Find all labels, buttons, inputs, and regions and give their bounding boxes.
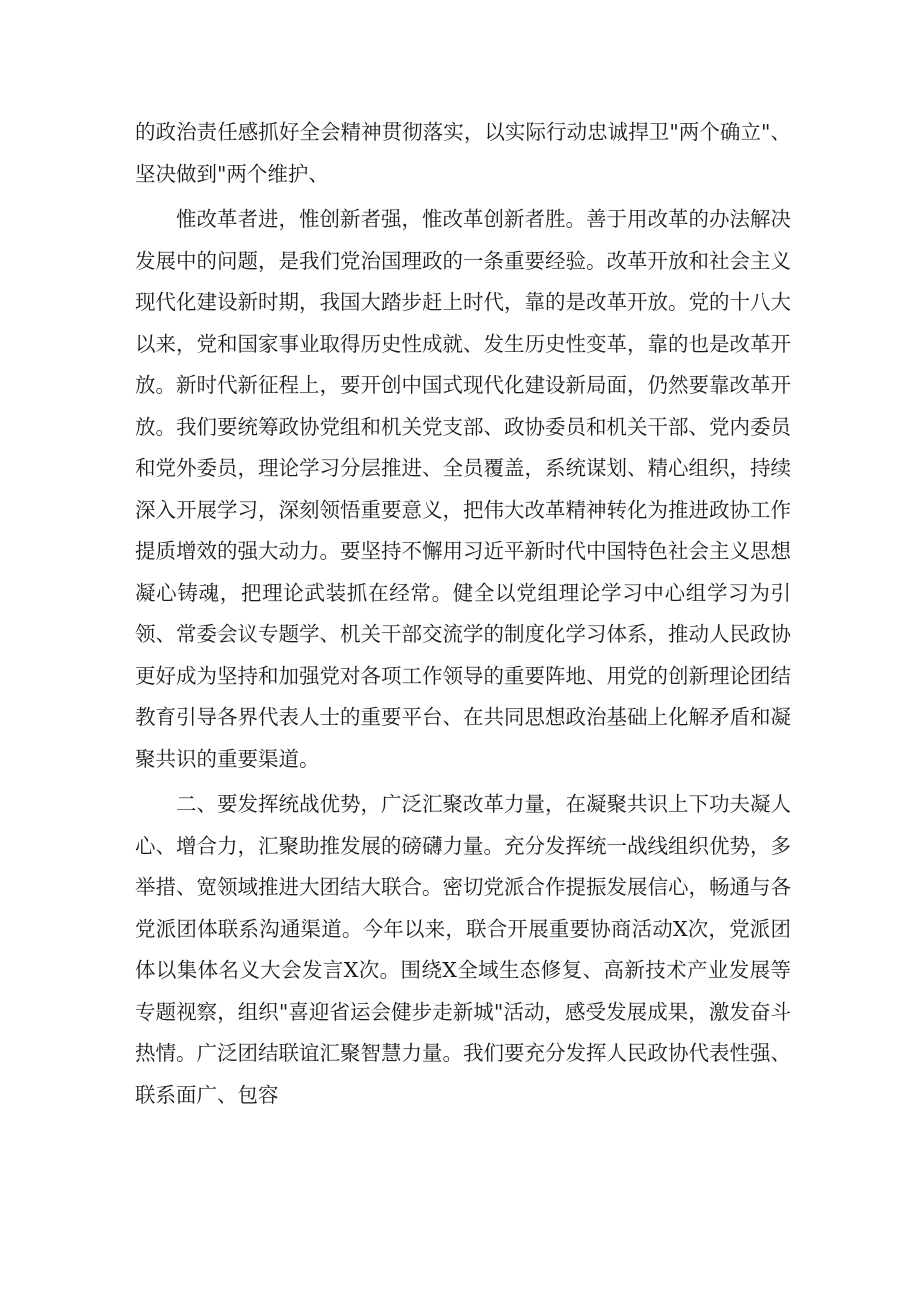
document-body (135, 112, 791, 1116)
paragraph-1: 的政治责任感抓好全会精神贯彻落实，以实际行动忠诚捍卫"两个确立"、坚决做到"两个维护、 (135, 120, 791, 186)
paragraph-2: 惟改革者进，惟创新者强，惟改革创新者胜。善于用改革的办法解决发展中的问题，是我们党治国理政的一条重要经验。改革开放和社会主义现代化建设新时期，我国大踏步赶上时代，靠的是改革开放。党的十八大以来，党和国家事业取得历史性成就、发生历史性变革，靠的也是改革开放。新时代新征程上，要开创中国式现代化建设新局面，仍然要靠改革开放。我们要统筹政协党组和机关党支部、政协委员和机关干部、党内委员和党外委员，理论学习分层推进、全员覆盖，系统谋划、精心组织，持续深入开展学习，深刻领悟重要意义，把伟大改革精神转化为推进政协工作提质增效的强大动力。要坚持不懈用习近平新时代中国特色社会主义思想凝心铸魂，把理论武装抓在经常。健全以党组理论学习中心组学习为引领、常委会议专题学、机关干部交流学的制度化学习体系，推动人民政协更好成为坚持和加强党对各项工作领导的重要阵地、用党的创新理论团结教育引导各界代表人士的重要平台、在共同思想政治基础上化解矛盾和凝聚共识的重要渠道。 (135, 207, 791, 771)
paragraph-3: 二、要发挥统战优势，广泛汇聚改革力量，在凝聚共识上下功夫凝人心、增合力，汇聚助推发展的磅礴力量。充分发挥统一战线组织优势，多举措、宽领域推进大团结大联合。密切党派合作提振发展信心，畅通与各党派团体联系沟通渠道。今年以来，联合开展重要协商活动X次，党派团体以集体名义大会发言X次。围绕X全域生态修复、高新技术产业发展等专题视察，组织"喜迎省运会健步走新城"活动，感受发展成果，激发奋斗热情。广泛团结联谊汇聚智慧力量。我们要充分发挥人民政协代表性强、联系面广、包容 (135, 792, 791, 1107)
